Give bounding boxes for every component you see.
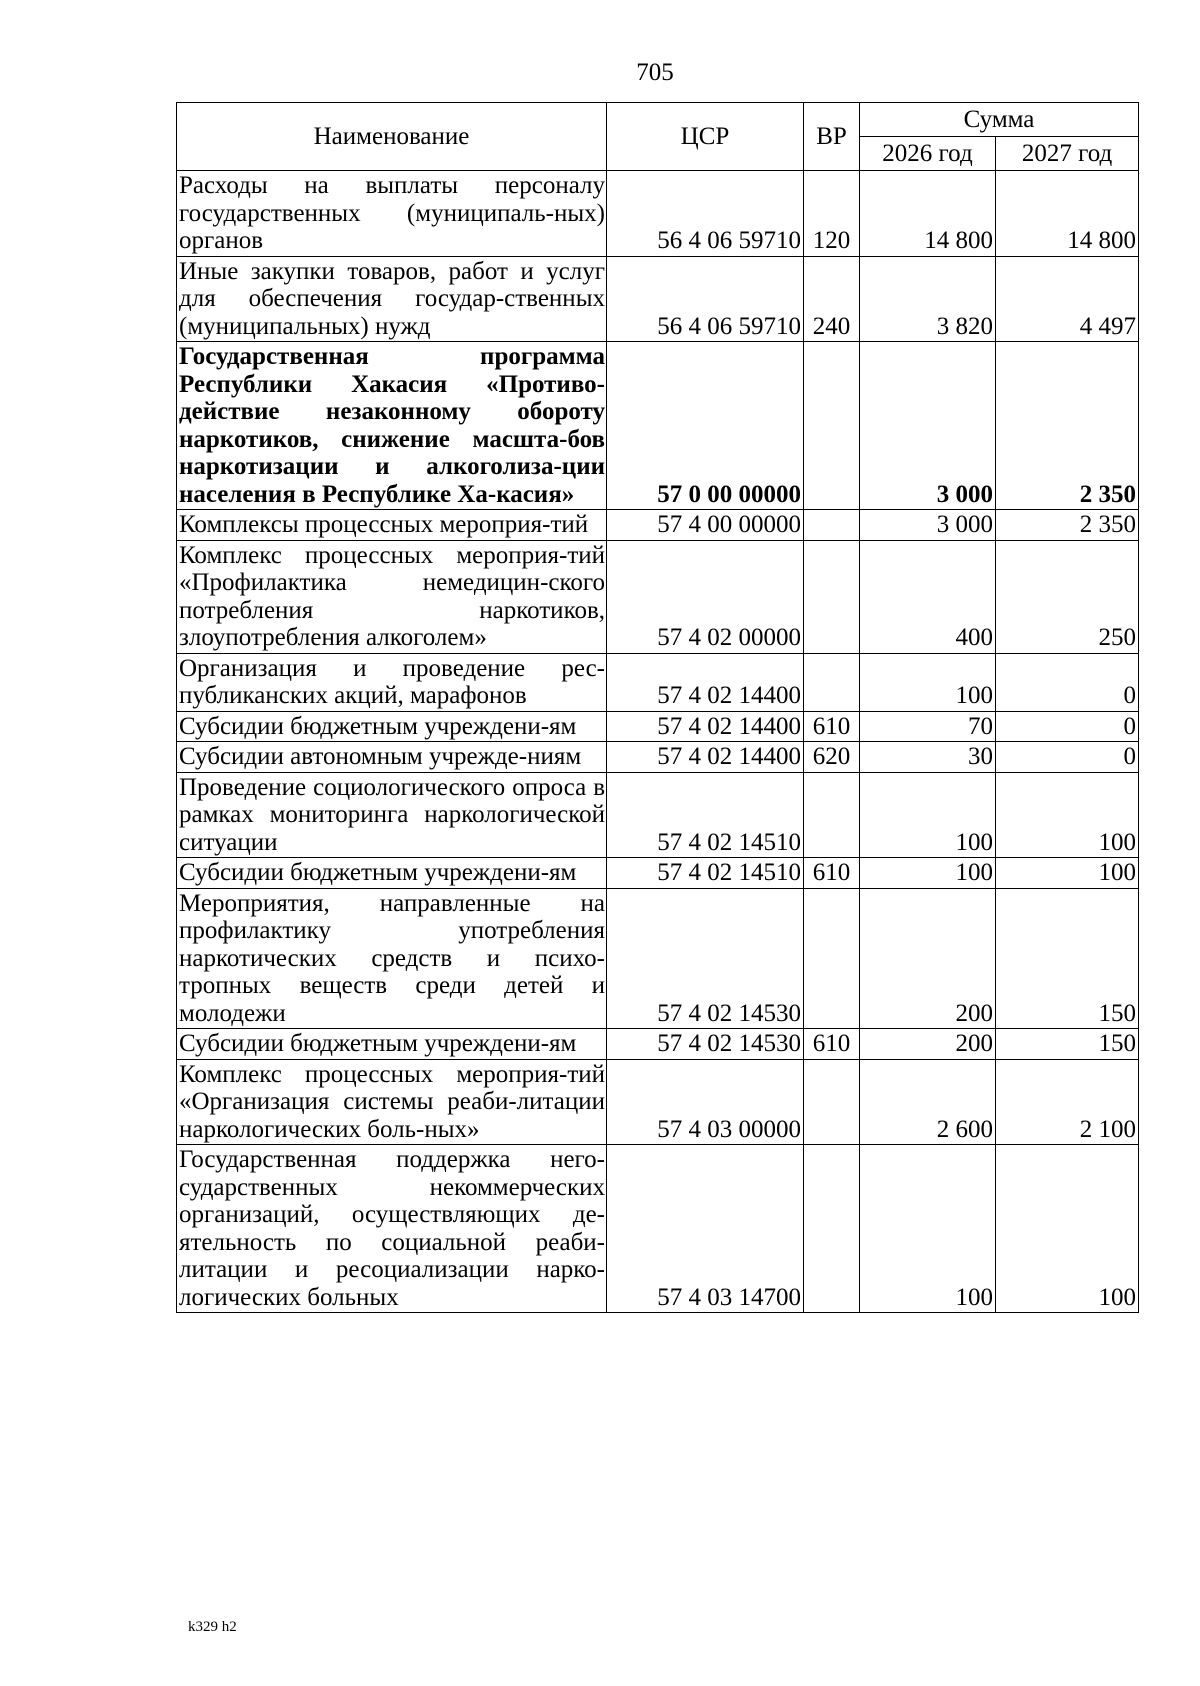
row-vr	[804, 540, 860, 653]
row-sum-2027: 2 350	[996, 510, 1139, 541]
table-row-program	[177, 342, 1139, 510]
row-csr: 57 4 02 14400	[607, 742, 804, 773]
table-header	[177, 103, 1139, 171]
row-csr: 57 4 02 00000	[607, 540, 804, 653]
table-row	[177, 858, 1139, 889]
row-sum-2027: 100	[996, 1145, 1139, 1313]
row-sum-2027: 100	[996, 858, 1139, 889]
row-sum-2026: 100	[860, 1145, 996, 1313]
row-sum-2026: 100	[860, 858, 996, 889]
budget-table	[176, 102, 1139, 1313]
header-sum: Сумма	[860, 103, 1139, 137]
row-csr: 57 4 03 14700	[607, 1145, 804, 1313]
row-sum-2026: 70	[860, 711, 996, 742]
row-name: Государственная поддержка него-сударственных некоммерческих организаций, осуществляющих де-ятельность по социальной реаби-литации и ресоциализации нарко-логических больных	[177, 1145, 607, 1313]
row-sum-2026: 400	[860, 540, 996, 653]
row-sum-2027: 0	[996, 653, 1139, 711]
table-row	[177, 510, 1139, 541]
row-csr: 57 4 00 00000	[607, 510, 804, 541]
row-name: Субсидии автономным учрежде-ниям	[177, 742, 607, 773]
table-row	[177, 1059, 1139, 1145]
row-vr: 610	[804, 1029, 860, 1060]
row-csr: 57 4 02 14530	[607, 888, 804, 1029]
row-sum-2027: 2 350	[996, 342, 1139, 510]
row-csr: 57 4 02 14510	[607, 858, 804, 889]
header-year-2026: 2026 год	[860, 137, 996, 171]
row-sum-2027: 2 100	[996, 1059, 1139, 1145]
row-sum-2027: 150	[996, 1029, 1139, 1060]
row-name: Комплексы процессных мероприя-тий	[177, 510, 607, 541]
row-csr: 56 4 06 59710	[607, 256, 804, 342]
header-csr: ЦСР	[607, 103, 804, 171]
table-row	[177, 772, 1139, 858]
table-row	[177, 1145, 1139, 1313]
header-year-2027: 2027 год	[996, 137, 1139, 171]
row-name: Государственная программа Республики Хакасия «Противо-действие незаконному обороту наркотиков, снижение масшта-бов наркотизации и алкоголиза-ции населения в Республике Ха-касия»	[177, 342, 607, 510]
row-name: Расходы на выплаты персоналу государственных (муниципаль-ных) органов	[177, 171, 607, 257]
row-sum-2027: 14 800	[996, 171, 1139, 257]
row-vr	[804, 653, 860, 711]
row-sum-2027: 0	[996, 742, 1139, 773]
row-vr: 620	[804, 742, 860, 773]
row-name: Иные закупки товаров, работ и услуг для обеспечения государ-ственных (муниципальных) нужд	[177, 256, 607, 342]
row-sum-2027: 100	[996, 772, 1139, 858]
row-csr: 56 4 06 59710	[607, 171, 804, 257]
row-vr: 610	[804, 711, 860, 742]
row-sum-2027: 0	[996, 711, 1139, 742]
header-vr: ВР	[804, 103, 860, 171]
row-vr	[804, 1059, 860, 1145]
table-row	[177, 171, 1139, 257]
row-vr	[804, 510, 860, 541]
table-row	[177, 540, 1139, 653]
table-row	[177, 888, 1139, 1029]
table-row	[177, 1029, 1139, 1060]
row-csr: 57 4 02 14400	[607, 653, 804, 711]
table-row	[177, 653, 1139, 711]
row-name: Мероприятия, направленные на профилактику употребления наркотических средств и психо-тропных веществ среди детей и молодежи	[177, 888, 607, 1029]
table-body	[177, 171, 1139, 1313]
row-csr: 57 4 02 14530	[607, 1029, 804, 1060]
table-row	[177, 256, 1139, 342]
row-vr: 120	[804, 171, 860, 257]
row-name: Организация и проведение рес-публиканских акций, марафонов	[177, 653, 607, 711]
row-sum-2026: 100	[860, 653, 996, 711]
row-sum-2026: 3 820	[860, 256, 996, 342]
row-vr	[804, 772, 860, 858]
row-name: Субсидии бюджетным учреждени-ям	[177, 1029, 607, 1060]
row-sum-2026: 3 000	[860, 510, 996, 541]
row-csr: 57 4 03 00000	[607, 1059, 804, 1145]
row-vr	[804, 342, 860, 510]
row-sum-2027: 250	[996, 540, 1139, 653]
row-name: Субсидии бюджетным учреждени-ям	[177, 711, 607, 742]
row-sum-2026: 14 800	[860, 171, 996, 257]
header-name: Наименование	[177, 103, 607, 171]
row-vr	[804, 1145, 860, 1313]
row-vr	[804, 888, 860, 1029]
row-csr: 57 4 02 14400	[607, 711, 804, 742]
page-number: 705	[636, 59, 674, 86]
row-name: Комплекс процессных мероприя-тий «Организация системы реаби-литации наркологических боль-ных»	[177, 1059, 607, 1145]
row-sum-2026: 200	[860, 888, 996, 1029]
row-sum-2026: 2 600	[860, 1059, 996, 1145]
row-vr: 610	[804, 858, 860, 889]
row-name: Комплекс процессных мероприя-тий «Профилактика немедицин-ского потребления наркотиков, злоупотребления алкоголем»	[177, 540, 607, 653]
row-name: Проведение социологического опроса в рамках мониторинга наркологической ситуации	[177, 772, 607, 858]
footer-code: k329 h2	[188, 1619, 237, 1635]
row-sum-2027: 4 497	[996, 256, 1139, 342]
row-sum-2026: 200	[860, 1029, 996, 1060]
table-row	[177, 711, 1139, 742]
row-sum-2027: 150	[996, 888, 1139, 1029]
row-sum-2026: 3 000	[860, 342, 996, 510]
row-csr: 57 0 00 00000	[607, 342, 804, 510]
row-sum-2026: 100	[860, 772, 996, 858]
row-name: Субсидии бюджетным учреждени-ям	[177, 858, 607, 889]
row-csr: 57 4 02 14510	[607, 772, 804, 858]
table-row	[177, 742, 1139, 773]
row-vr: 240	[804, 256, 860, 342]
row-sum-2026: 30	[860, 742, 996, 773]
